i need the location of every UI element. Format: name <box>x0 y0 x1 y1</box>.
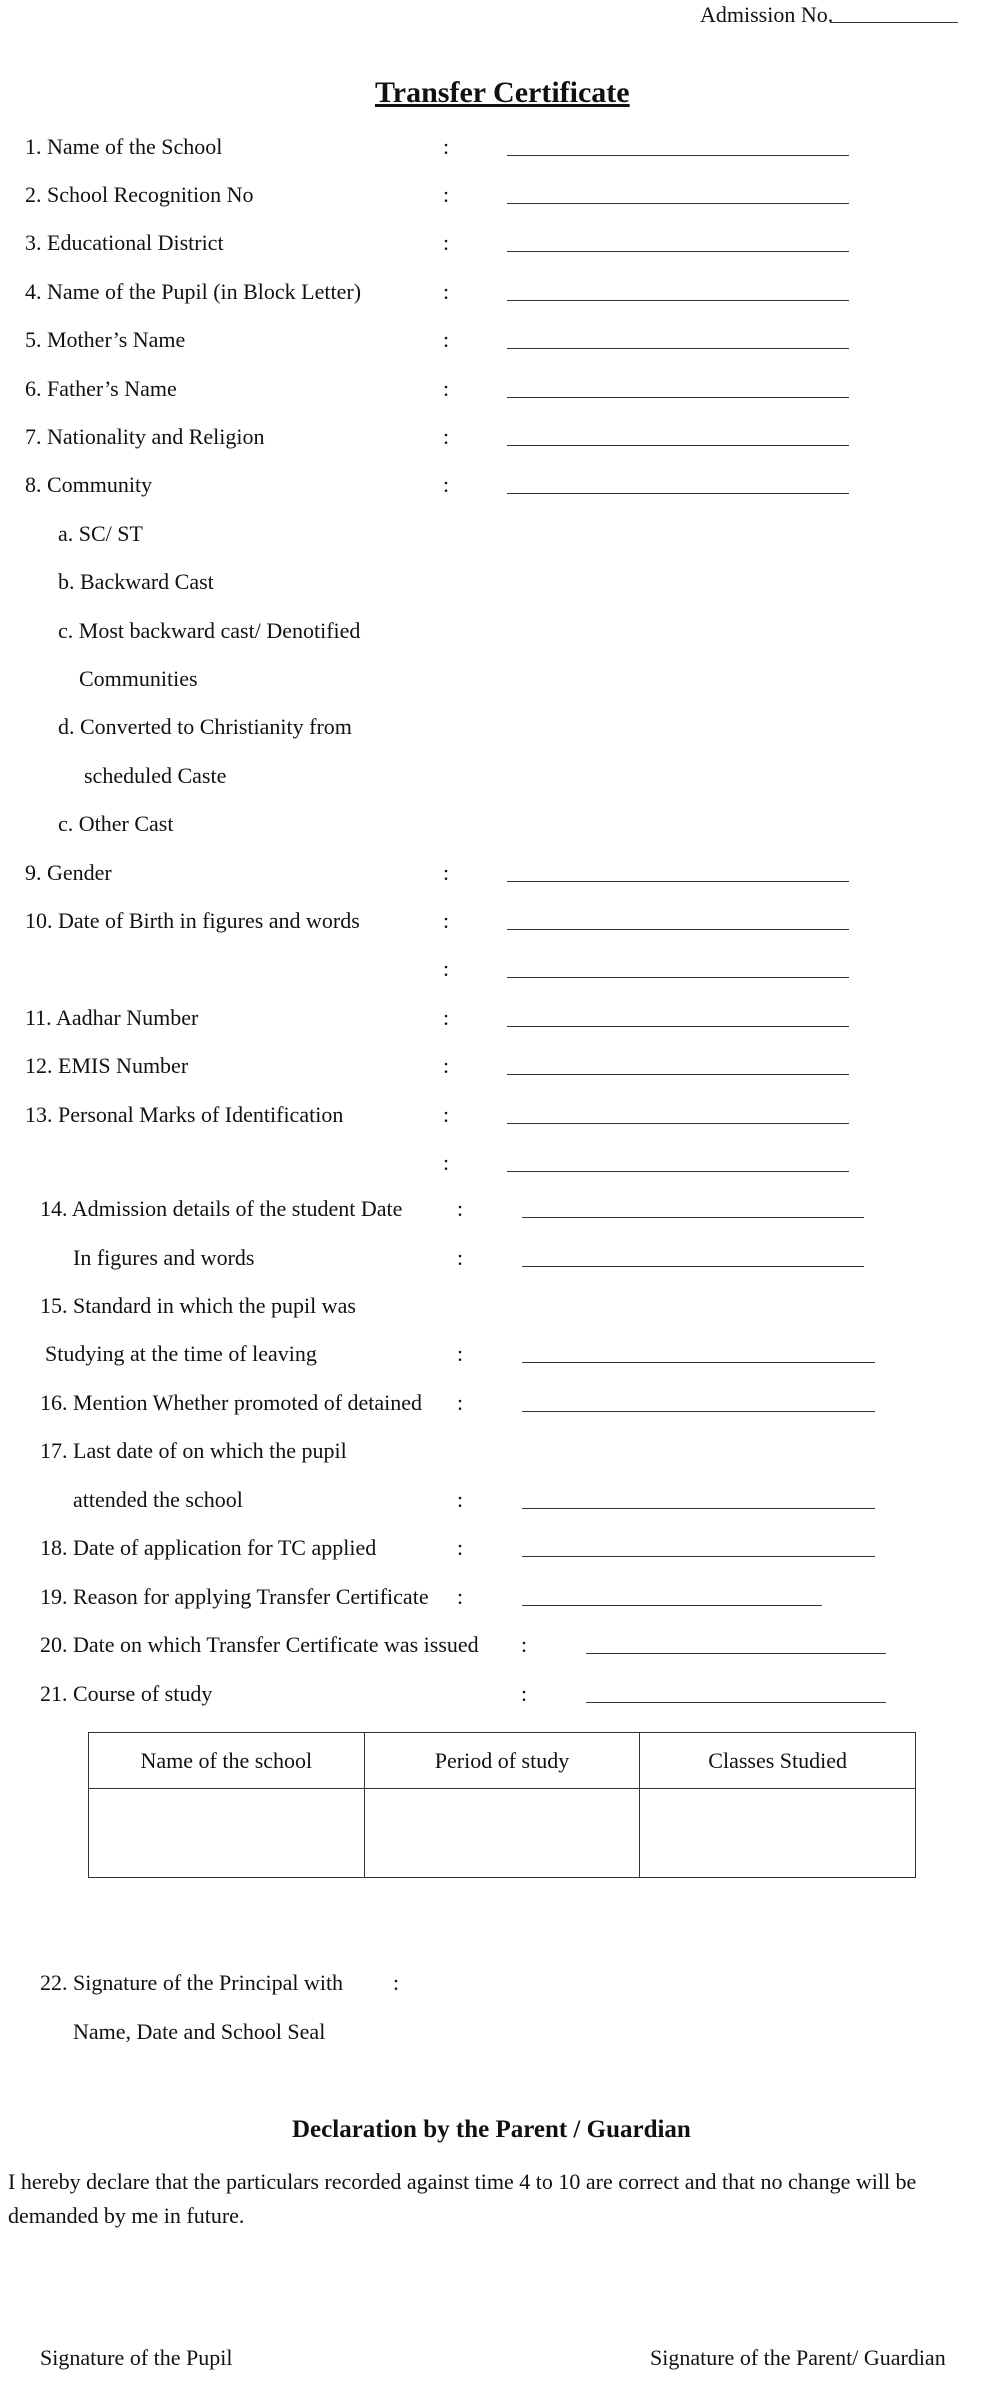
tc-issue-date-field[interactable] <box>586 1653 886 1654</box>
item-identification-marks: 13. Personal Marks of Identification <box>25 1102 344 1127</box>
school-name-field[interactable] <box>507 155 849 156</box>
item-tc-application-date: 18. Date of application for TC applied <box>40 1535 377 1560</box>
table-cell-classes[interactable] <box>640 1789 916 1878</box>
dob-words-field[interactable] <box>507 977 849 978</box>
course-of-study-table <box>88 1732 916 1878</box>
community-field[interactable] <box>507 493 849 494</box>
table-header-school-name: Name of the school <box>89 1733 365 1789</box>
standard-field[interactable] <box>522 1362 875 1363</box>
recognition-no-field[interactable] <box>507 203 849 204</box>
page-title: Transfer Certificate <box>375 76 630 109</box>
colon: : <box>443 376 450 401</box>
dob-figures-field[interactable] <box>507 929 849 930</box>
item-nationality-religion: 7. Nationality and Religion <box>25 424 265 449</box>
colon: : <box>457 1245 464 1270</box>
colon: : <box>443 134 450 159</box>
colon: : <box>443 472 450 497</box>
item-promoted-detained: 16. Mention Whether promoted of detained <box>40 1390 423 1415</box>
colon: : <box>393 1970 400 1995</box>
gender-field[interactable] <box>507 881 849 882</box>
item-aadhar: 11. Aadhar Number <box>25 1005 199 1030</box>
admission-no-label: Admission No. <box>700 2 834 27</box>
colon: : <box>457 1390 464 1415</box>
item-principal-signature-cont: Name, Date and School Seal <box>73 2019 326 2044</box>
declaration-title: Declaration by the Parent / Guardian <box>292 2116 691 2143</box>
colon: : <box>443 908 450 933</box>
item-emis: 12. EMIS Number <box>25 1053 189 1078</box>
item-tc-issue-date: 20. Date on which Transfer Certificate was issued <box>40 1632 479 1657</box>
item-gender: 9. Gender <box>25 860 112 885</box>
table-header-classes: Classes Studied <box>640 1733 916 1789</box>
colon: : <box>443 279 450 304</box>
colon: : <box>457 1196 464 1221</box>
community-most-backward-cont: Communities <box>79 666 198 691</box>
item-pupil-name: 4. Name of the Pupil (in Block Letter) <box>25 279 362 304</box>
tc-application-date-field[interactable] <box>522 1556 875 1557</box>
aadhar-field[interactable] <box>507 1026 849 1027</box>
colon: : <box>457 1584 464 1609</box>
admission-no-field[interactable] <box>830 22 958 23</box>
community-sc-st: a. SC/ ST <box>58 521 143 546</box>
declaration-text: I hereby declare that the particulars recorded against time 4 to 10 are correct and that no change will be demanded by me in future. <box>8 2169 917 2228</box>
community-converted-cont: scheduled Caste <box>84 763 227 788</box>
pupil-signature-label: Signature of the Pupil <box>40 2345 233 2370</box>
identification-mark-1-field[interactable] <box>507 1123 849 1124</box>
colon: : <box>443 1150 450 1175</box>
item-standard: 15. Standard in which the pupil was <box>40 1293 356 1318</box>
community-converted: d. Converted to Christianity from <box>58 714 352 739</box>
item-recognition-no: 2. School Recognition No <box>25 182 254 207</box>
item-educational-district: 3. Educational District <box>25 230 224 255</box>
table-cell-school-name[interactable] <box>89 1789 365 1878</box>
item-father-name: 6. Father’s Name <box>25 376 177 401</box>
parent-signature-label: Signature of the Parent/ Guardian <box>650 2345 946 2370</box>
colon: : <box>521 1632 528 1657</box>
emis-field[interactable] <box>507 1074 849 1075</box>
item-admission-details: 14. Admission details of the student Date <box>40 1196 403 1221</box>
tc-reason-field[interactable] <box>522 1605 822 1606</box>
identification-mark-2-field[interactable] <box>507 1171 849 1172</box>
item-last-date-cont: attended the school <box>73 1487 243 1512</box>
colon: : <box>443 956 450 981</box>
promoted-detained-field[interactable] <box>522 1411 875 1412</box>
colon: : <box>457 1341 464 1366</box>
item-course-of-study: 21. Course of study <box>40 1681 213 1706</box>
colon: : <box>443 1005 450 1030</box>
item-admission-figures-words: In figures and words <box>73 1245 255 1270</box>
colon: : <box>443 182 450 207</box>
table-cell-period[interactable] <box>364 1789 640 1878</box>
last-date-field[interactable] <box>522 1508 875 1509</box>
colon: : <box>443 424 450 449</box>
nationality-religion-field[interactable] <box>507 445 849 446</box>
colon: : <box>443 860 450 885</box>
colon: : <box>457 1487 464 1512</box>
colon: : <box>443 1102 450 1127</box>
item-last-date: 17. Last date of on which the pupil <box>40 1438 347 1463</box>
item-school-name: 1. Name of the School <box>25 134 223 159</box>
item-date-of-birth: 10. Date of Birth in figures and words <box>25 908 360 933</box>
community-other: c. Other Cast <box>58 811 174 836</box>
community-backward: b. Backward Cast <box>58 569 214 594</box>
colon: : <box>443 1053 450 1078</box>
colon: : <box>443 230 450 255</box>
item-principal-signature: 22. Signature of the Principal with <box>40 1970 344 1995</box>
item-tc-reason: 19. Reason for applying Transfer Certificate <box>40 1584 429 1609</box>
colon: : <box>457 1535 464 1560</box>
item-community: 8. Community <box>25 472 153 497</box>
colon: : <box>443 327 450 352</box>
course-of-study-field[interactable] <box>586 1702 886 1703</box>
colon: : <box>521 1681 528 1706</box>
admission-date-field[interactable] <box>522 1217 864 1218</box>
father-name-field[interactable] <box>507 397 849 398</box>
community-most-backward: c. Most backward cast/ Denotified <box>58 618 361 643</box>
admission-words-field[interactable] <box>522 1266 864 1267</box>
pupil-name-field[interactable] <box>507 300 849 301</box>
item-standard-cont: Studying at the time of leaving <box>45 1341 317 1366</box>
educational-district-field[interactable] <box>507 251 849 252</box>
mother-name-field[interactable] <box>507 348 849 349</box>
table-header-period: Period of study <box>364 1733 640 1789</box>
item-mother-name: 5. Mother’s Name <box>25 327 186 352</box>
